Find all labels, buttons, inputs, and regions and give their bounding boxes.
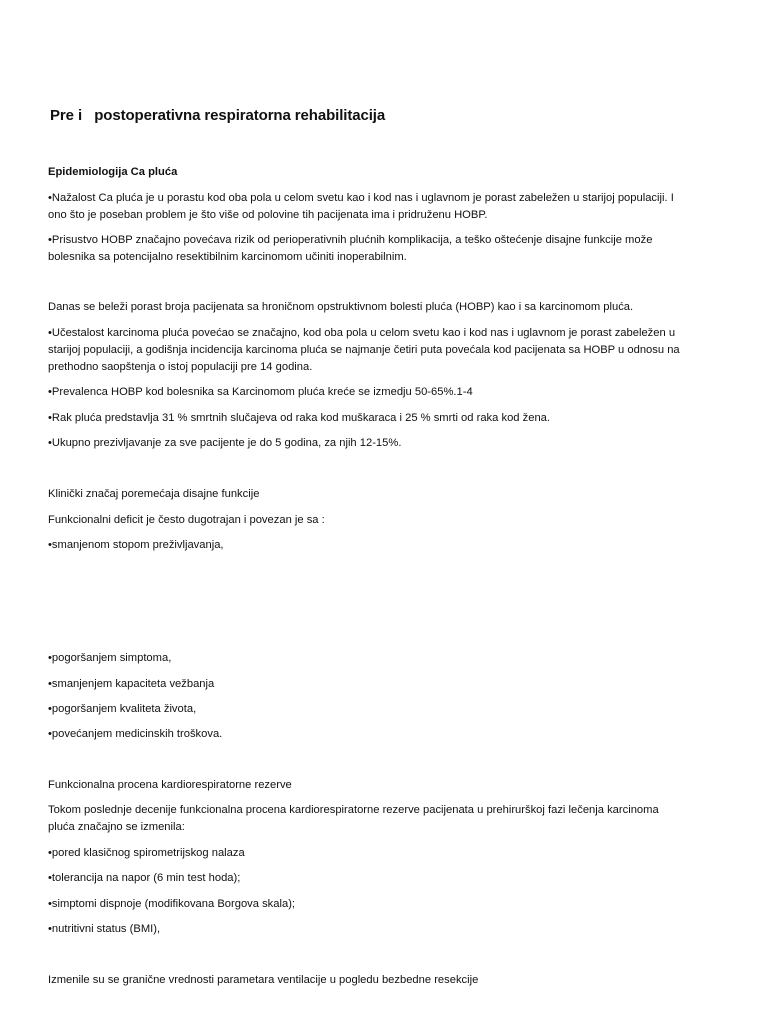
section-heading-epidemiology: Epidemiologija Ca pluća bbox=[48, 166, 178, 178]
bullet-line: •povećanjem medicinskih troškova. bbox=[48, 728, 223, 740]
paragraph-line: pluća značajno se izmenila: bbox=[48, 821, 185, 833]
bullet-line: •Prevalenca HOBP kod bolesnika sa Karcinomom pluća kreće se izmedju 50-65%.1-4 bbox=[48, 386, 473, 398]
bullet-line: •smanjenom stopom preživljavanja, bbox=[48, 539, 224, 551]
document-title: Pre i postoperativna respiratorna rehabilitacija bbox=[50, 107, 386, 124]
paragraph-line: Funkcionalni deficit je često dugotrajan i povezan je sa : bbox=[48, 514, 325, 526]
bullet-line: •nutritivni status (BMI), bbox=[48, 923, 161, 935]
bullet-line: •Rak pluća predstavlja 31 % smrtnih slučajeva od raka kod muškaraca i 25 % smrti od raka kod žena. bbox=[48, 412, 550, 424]
section-heading-clinical: Klinički značaj poremećaja disajne funkcije bbox=[48, 488, 260, 500]
paragraph-line: Danas se beleži porast broja pacijenata sa hroničnom opstruktivnom bolesti pluća (HOBP) kao i sa karcinomom pluća. bbox=[48, 301, 634, 313]
paragraph-line: Tokom poslednje decenije funkcionalna procena kardiorespiratorne rezerve pacijenata u prehirurškoj fazi lečenja karcinoma bbox=[48, 804, 659, 816]
paragraph-line: •Nažalost Ca pluća je u porastu kod oba pola u celom svetu kao i kod nas i uglavnom je porast zabeležen u starijoj populaciji. I bbox=[48, 192, 674, 204]
bullet-line: •smanjenjem kapaciteta vežbanja bbox=[48, 678, 215, 690]
section-heading-functional: Funkcionalna procena kardiorespiratorne rezerve bbox=[48, 779, 292, 791]
bullet-line: •pogoršanjem simptoma, bbox=[48, 652, 172, 664]
bullet-line: starijoj populaciji, a godišnja incidencija karcinoma pluća se najmanje četiri puta povećala kod pacijenata sa HOBP u odnosu na bbox=[48, 344, 680, 356]
paragraph-line: bolesnika sa potencijalno resektibilnim karcinomom učiniti inoperabilnim. bbox=[48, 251, 407, 263]
bullet-line: prethodno saopštenja o istoj populaciji pre 14 godina. bbox=[48, 361, 313, 373]
paragraph-line: ono što je poseban problem je što više od polovine tih pacijenata ima i pridruženu HOBP. bbox=[48, 209, 488, 221]
paragraph-line: •Prisustvo HOBP značajno povećava rizik od perioperativnih plućnih komplikacija, a teško oštećenje disajne funkcije može bbox=[48, 234, 653, 246]
bullet-line: •Učestalost karcinoma pluća povećao se značajno, kod oba pola u celom svetu kao i kod nas i uglavnom je porast zabeležen u bbox=[48, 327, 676, 339]
bullet-line: •pogoršanjem kvaliteta života, bbox=[48, 703, 197, 715]
bullet-line: •pored klasičnog spirometrijskog nalaza bbox=[48, 847, 245, 859]
bullet-line: •simptomi dispnoje (modifikovana Borgova skala); bbox=[48, 898, 296, 910]
bullet-line: •Ukupno prezivljavanje za sve pacijente je do 5 godina, za njih 12-15%. bbox=[48, 437, 402, 449]
bullet-line: •tolerancija na napor (6 min test hoda); bbox=[48, 872, 241, 884]
paragraph-line: Izmenile su se granične vrednosti parametara ventilacije u pogledu bezbedne resekcije bbox=[48, 974, 479, 986]
